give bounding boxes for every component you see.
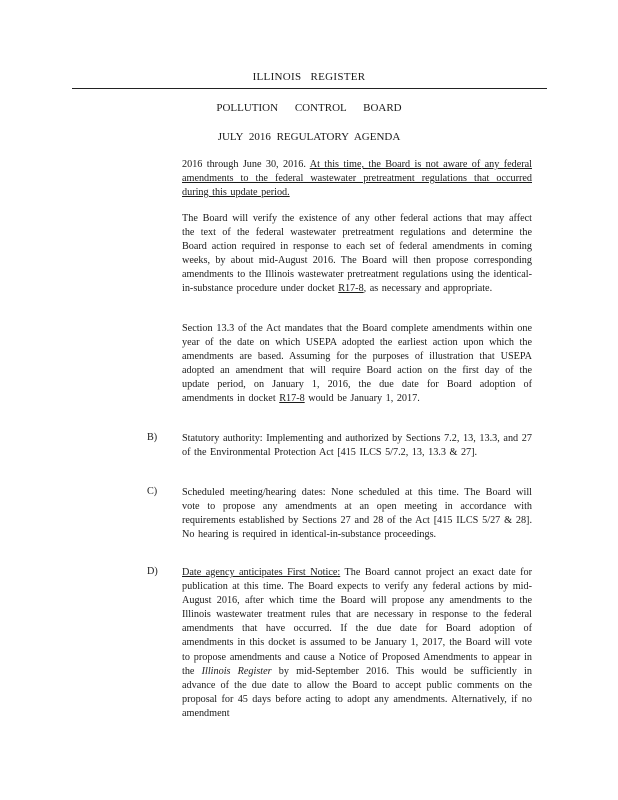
meeting-dates-paragraph: Scheduled meeting/hearing dates: None scheduled at this time. The Board will vote to propose any amendments at an open meeting in accordance with requirements established by Sections 27 and 28 of the Act [415 ILCS 5/27 & 28]. No hearing is required in identical-in-substance proceedings. xyxy=(182,487,532,541)
docket-number: R17-8 xyxy=(279,393,305,405)
item-b-label: B) xyxy=(147,432,158,443)
section-text-end: would be January 1, 2017. xyxy=(304,393,420,405)
item-d-label: D) xyxy=(147,566,158,577)
first-notice-heading: Date agency anticipates First Notice: xyxy=(182,567,341,578)
agenda-title: JULY 2016 REGULATORY AGENDA xyxy=(217,131,401,143)
register-title: ILLINOIS REGISTER xyxy=(252,71,366,83)
verify-text-end: , as necessary and appropriate. xyxy=(363,283,493,295)
section-text: Section 13.3 of the Act mandates that the Board complete amendments within one year of the date on which USEPA adopted the earliest action upon which the amendments are based. Assuming for the purposes of illustration that USEPA adopted an amendment that will require Board action on the first day of the update period, on January 1, 2016, the due date for Board adoption of amendments in docket xyxy=(182,323,532,405)
verify-text: The Board will verify the existence of any other federal actions that may affect the text of the federal wastewater pretreatment regulations and determine the Board action required in response to each set of federal amendments in coming weeks, by about mid-August 2016. The Board will then propose corresponding amendments to the Illinois wastewater pretreatment regulations using the identical-in-substance procedure under docket xyxy=(182,213,532,295)
header-rule xyxy=(72,88,547,89)
statutory-authority-paragraph: Statutory authority: Implementing and authorized by Sections 7.2, 13, 13.3, and 27 of the Environmental Protection Act [415 ILCS 5/7.2, 13, 13.3 & 27]. xyxy=(182,433,532,459)
verify-paragraph xyxy=(182,212,532,297)
first-notice-text-end: by mid-September 2016. This would be sufficiently in advance of the due date to allow the Board to accept public comments on the proposal for 45 days before acting to adopt any amendments. Alternatively, if no amendment xyxy=(182,665,532,719)
intro-plain: 2016 through June 30, 2016. xyxy=(182,159,310,170)
illinois-register-italic: Illinois Register xyxy=(201,665,272,677)
intro-underlined: At this time, the Board is not aware of any federal amendments to the federal wastewater pretreatment regulations that occurred during this update period. xyxy=(182,159,532,199)
first-notice-paragraph xyxy=(182,566,532,721)
board-name: POLLUTION CONTROL BOARD xyxy=(216,102,402,114)
item-c-label: C) xyxy=(147,486,158,497)
section-paragraph xyxy=(182,322,532,407)
intro-paragraph xyxy=(182,158,532,200)
first-notice-text: The Board cannot project an exact date for publication at this time. The Board expects to verify any federal actions by mid-August 2016, after which time the Board will propose any amendments to the Illinois wastewater treatment rules that are necessary in response to the federal amendments that have occurred. If the due date for Board adoption of amendments in this docket is assumed to be January 1, 2017, the Board will vote to propose amendments and cause a Notice of Proposed Amendments to appear in the xyxy=(182,567,532,677)
docket-number: R17-8 xyxy=(338,283,364,295)
